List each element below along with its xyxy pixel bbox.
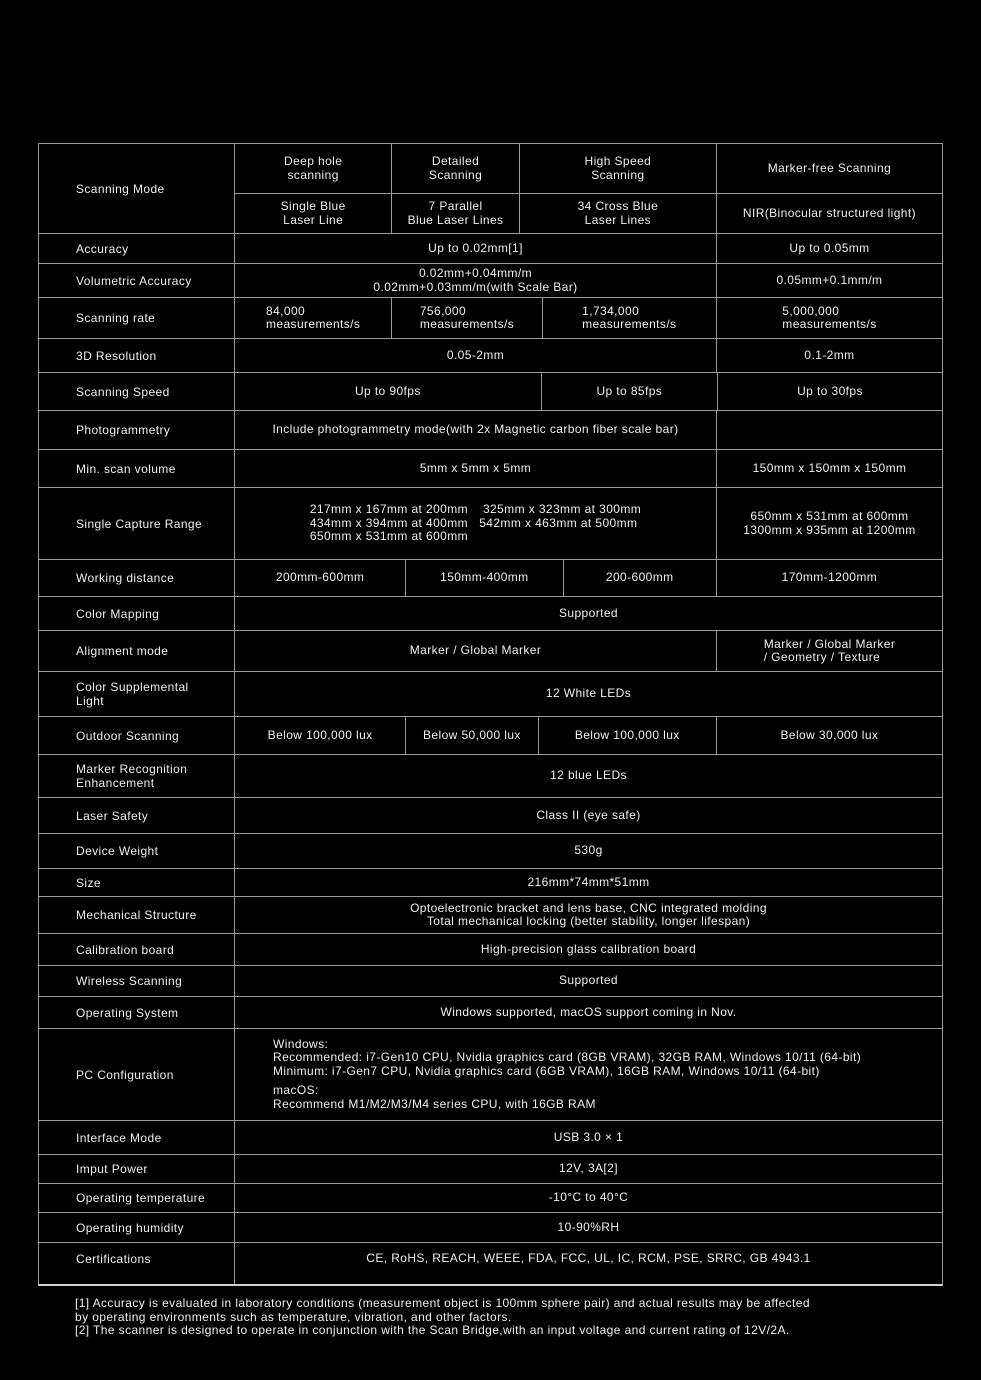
cell-text-line: macOS: xyxy=(273,1083,319,1098)
spec-cell xyxy=(716,560,942,596)
cell-text-line: 0.02mm+0.04mm/m xyxy=(418,266,532,280)
cell-text-line: Up to 85fps xyxy=(596,383,663,398)
cell-text-line: Class II (eye safe) xyxy=(536,807,641,822)
spec-cell xyxy=(542,298,716,338)
cell-text-block xyxy=(764,638,896,665)
spec-cell xyxy=(391,298,541,338)
spec-cell xyxy=(391,194,518,233)
cell-text-line: Operating System xyxy=(76,1005,179,1020)
spec-row-operating-humidity xyxy=(39,1212,942,1242)
row-label xyxy=(39,373,234,410)
row-label xyxy=(39,631,234,671)
spec-cell xyxy=(405,560,562,596)
cell-text-line: measurements/s xyxy=(266,317,361,331)
cell-text-line: Total mechanical locking (better stability, longer lifespan) xyxy=(426,914,751,928)
cell-text-line: Minimum: i7-Gen7 CPU, Nvidia graphics card (6GB VRAM), 16GB RAM, Windows 10/11 (64-bit) xyxy=(273,1063,820,1078)
cell-text-line: Outdoor Scanning xyxy=(76,728,180,743)
spec-row-color-mapping xyxy=(39,596,942,630)
spec-cell xyxy=(405,717,537,754)
spec-row-photogrammetry xyxy=(39,410,942,449)
row-label xyxy=(39,1184,234,1212)
spec-row-min-scan-volume xyxy=(39,449,942,487)
row-values xyxy=(234,1029,942,1120)
row-label xyxy=(39,897,234,933)
row-label xyxy=(39,144,234,233)
spec-row-working-distance xyxy=(39,559,942,596)
row-values xyxy=(234,1155,942,1183)
row-values xyxy=(234,298,942,338)
spec-cell xyxy=(235,798,942,833)
cell-text-block xyxy=(310,503,641,544)
cell-text-line: Below 30,000 lux xyxy=(780,727,879,742)
cell-text-line: Single Blue xyxy=(280,199,346,213)
mode-tech-subrow xyxy=(235,193,942,233)
spec-row-pc-configuration xyxy=(39,1028,942,1120)
cell-text-line: Blue Laser Lines xyxy=(407,212,504,227)
cell-text-block xyxy=(266,305,360,332)
cell-text-line: 200-600mm xyxy=(605,570,674,585)
spec-cell xyxy=(235,339,716,372)
cell-text-line: Marker / Global Marker xyxy=(763,636,896,651)
spec-row-device-weight xyxy=(39,833,942,868)
row-label xyxy=(39,869,234,896)
spec-row-color-supplemental-light xyxy=(39,671,942,716)
cell-text-line: 216mm*74mm*51mm xyxy=(527,874,650,889)
spec-row-scanning-speed xyxy=(39,372,942,410)
cell-text-line: Calibration board xyxy=(76,942,175,957)
cell-text-line: 1,734,000 xyxy=(582,303,640,318)
cell-text-line: Scanning xyxy=(591,167,645,182)
cell-text-line: Certifications xyxy=(76,1252,151,1266)
spec-cell xyxy=(716,234,942,263)
spec-cell xyxy=(235,144,391,193)
cell-text-line: Mechanical Structure xyxy=(76,908,197,922)
cell-text-line: USB 3.0 × 1 xyxy=(553,1129,624,1144)
spec-row-laser-safety xyxy=(39,797,942,833)
row-label xyxy=(39,597,234,630)
cell-text-line: 10-90%RH xyxy=(557,1219,620,1234)
spec-cell xyxy=(235,298,391,338)
spec-cell xyxy=(235,264,716,297)
row-label xyxy=(39,966,234,996)
spec-cell xyxy=(235,934,942,965)
row-values xyxy=(234,1213,942,1242)
cell-text-line: Color Supplemental xyxy=(76,680,189,694)
spec-cell xyxy=(235,631,716,671)
cell-text-line: Photogrammetry xyxy=(76,423,171,437)
spec-cell xyxy=(235,834,942,868)
cell-text-line: Windows supported, macOS support coming in Nov. xyxy=(440,1004,737,1019)
spec-cell xyxy=(391,144,518,193)
spec-cell xyxy=(716,631,942,671)
row-values xyxy=(234,450,942,487)
cell-text-line: -10°C to 40°C xyxy=(548,1190,629,1205)
row-label xyxy=(39,234,234,263)
cell-text-line: Optoelectronic bracket and lens base, CNC integrated molding xyxy=(410,900,767,915)
cell-text-line: Below 100,000 lux xyxy=(574,727,680,742)
cell-text-line: 5,000,000 xyxy=(782,303,840,318)
spec-cell xyxy=(235,373,541,410)
cell-text-line: Detailed xyxy=(431,154,480,168)
cell-text-line: Scanning Mode xyxy=(76,181,165,196)
cell-text-line: Imput Power xyxy=(76,1162,148,1176)
cell-text-line: Windows: xyxy=(273,1036,329,1051)
spec-row-interface-mode xyxy=(39,1120,942,1154)
row-label xyxy=(39,755,234,797)
cell-text-line: 0.02mm+0.03mm/m(with Scale Bar) xyxy=(373,279,578,294)
row-values xyxy=(234,1121,942,1154)
cell-text-line: 1300mm x 935mm at 1200mm xyxy=(743,522,916,537)
cell-text-block xyxy=(782,305,876,332)
row-label xyxy=(39,264,234,297)
row-values xyxy=(234,1243,942,1284)
spec-row-imput-power xyxy=(39,1154,942,1183)
row-values xyxy=(234,144,942,233)
cell-text-line: Scanning rate xyxy=(76,311,156,325)
spec-cell xyxy=(235,234,716,263)
cell-text-line: Enhancement xyxy=(76,776,155,790)
spec-cell xyxy=(716,450,942,487)
cell-text-block xyxy=(582,305,676,332)
cell-text-line: NIR(Binocular structured light) xyxy=(742,205,917,220)
cell-text-line: 170mm-1200mm xyxy=(781,570,878,585)
cell-text-line: 650mm x 531mm at 600mm xyxy=(309,529,469,544)
spec-cell xyxy=(235,560,405,596)
cell-text-line: / Geometry / Texture xyxy=(763,650,881,664)
spec-row-volumetric-accuracy xyxy=(39,263,942,297)
cell-text-block xyxy=(420,305,514,332)
cell-text-line: Single Capture Range xyxy=(76,516,203,531)
cell-paragraph xyxy=(273,1084,596,1111)
row-values xyxy=(234,834,942,868)
row-values xyxy=(234,717,942,754)
spec-cell xyxy=(716,298,942,338)
cell-text-line: 5mm x 5mm x 5mm xyxy=(419,460,532,475)
cell-text-line: Below 100,000 lux xyxy=(267,727,373,742)
cell-text-line: measurements/s xyxy=(582,317,677,331)
cell-text-line: 12 White LEDs xyxy=(545,686,632,701)
spec-cell xyxy=(235,1029,942,1120)
row-label xyxy=(39,450,234,487)
row-values xyxy=(234,966,942,996)
row-label xyxy=(39,717,234,754)
spec-row-scanning-rate xyxy=(39,297,942,338)
spec-cell xyxy=(235,194,391,233)
cell-text-line: Deep hole xyxy=(284,154,343,168)
cell-text-line: Working distance xyxy=(76,571,175,585)
row-values xyxy=(234,488,942,559)
cell-text-line: 7 Parallel xyxy=(428,199,483,213)
row-values xyxy=(234,755,942,797)
spec-row-marker-recognition-enhancement xyxy=(39,754,942,797)
spec-cell xyxy=(716,264,942,297)
cell-text-line: Laser Line xyxy=(283,212,344,227)
row-label xyxy=(39,834,234,868)
cell-text-line: 12V, 3A[2] xyxy=(559,1161,618,1176)
cell-text-line: Recommended: i7-Gen10 CPU, Nvidia graphics card (8GB VRAM), 32GB RAM, Windows 10/11 (64-bit) xyxy=(273,1050,862,1065)
row-label xyxy=(39,298,234,338)
cell-text-line: Interface Mode xyxy=(76,1130,162,1145)
spec-cell xyxy=(716,717,942,754)
row-label xyxy=(39,411,234,449)
spec-row-certifications xyxy=(39,1242,942,1284)
spec-row-scanning-mode xyxy=(39,144,942,233)
cell-text-line: 434mm x 394mm at 400mm 542mm x 463mm at 500mm xyxy=(309,515,638,530)
cell-text-line: measurements/s xyxy=(782,317,877,331)
row-label xyxy=(39,798,234,833)
spec-cell xyxy=(235,897,942,933)
spec-row-mechanical-structure xyxy=(39,896,942,933)
spec-row-accuracy xyxy=(39,233,942,263)
cell-text-line: High-precision glass calibration board xyxy=(480,941,697,956)
row-label xyxy=(39,339,234,372)
cell-text-line: 0.05-2mm xyxy=(446,347,505,362)
spec-cell xyxy=(716,339,942,372)
spec-row-operating-temperature xyxy=(39,1183,942,1212)
row-label xyxy=(39,1029,234,1120)
spec-cell xyxy=(235,997,942,1028)
row-values xyxy=(234,264,942,297)
cell-paragraph xyxy=(273,1038,861,1079)
row-values xyxy=(234,597,942,630)
row-values xyxy=(234,1184,942,1212)
row-values xyxy=(234,997,942,1028)
row-label xyxy=(39,1121,234,1154)
specification-table xyxy=(38,143,943,1286)
cell-text-line: Marker Recognition xyxy=(76,762,188,776)
cell-text-line: Size xyxy=(76,875,101,890)
cell-text-line: Min. scan volume xyxy=(76,461,176,476)
row-values xyxy=(234,631,942,671)
spec-cell xyxy=(717,373,942,410)
row-label xyxy=(39,1243,234,1284)
spec-cell xyxy=(235,1243,942,1284)
cell-text-line: measurements/s xyxy=(419,317,515,331)
spec-cell xyxy=(235,672,942,716)
row-label xyxy=(39,934,234,965)
cell-text-line: Supported xyxy=(559,973,618,988)
cell-text-line: Wireless Scanning xyxy=(76,974,183,988)
spec-row-size xyxy=(39,868,942,896)
spec-cell xyxy=(519,144,716,193)
cell-text-line: Below 50,000 lux xyxy=(423,727,521,742)
row-values xyxy=(234,934,942,965)
row-values xyxy=(234,373,942,410)
footnotes xyxy=(75,1297,945,1338)
spec-cell xyxy=(235,597,942,630)
spec-row-alignment-mode xyxy=(39,630,942,671)
cell-text-line: 217mm x 167mm at 200mm 325mm x 323mm at 300mm xyxy=(309,502,642,517)
spec-row-3d-resolution xyxy=(39,338,942,372)
cell-text-line: Include photogrammetry mode(with 2x Magnetic carbon fiber scale bar) xyxy=(272,422,679,437)
cell-text-line: 756,000 xyxy=(419,303,467,318)
row-values xyxy=(234,897,942,933)
spec-cell xyxy=(563,560,716,596)
cell-text-line: Up to 0.02mm[1] xyxy=(428,240,523,255)
row-label xyxy=(39,672,234,716)
spec-cell xyxy=(716,411,942,449)
spec-cell xyxy=(716,488,942,559)
spec-row-single-capture-range xyxy=(39,487,942,559)
spec-row-wireless-scanning xyxy=(39,965,942,996)
row-label xyxy=(39,1213,234,1242)
cell-text-line: 34 Cross Blue xyxy=(577,199,659,213)
spec-cell xyxy=(235,488,716,559)
cell-text-line: Scanning Speed xyxy=(76,384,170,399)
cell-text-line: 0.1-2mm xyxy=(804,347,855,362)
spec-cell xyxy=(235,450,716,487)
cell-text-line: Laser Safety xyxy=(76,808,149,823)
cell-text-line: Accuracy xyxy=(76,241,129,256)
spec-row-operating-system xyxy=(39,996,942,1028)
cell-text-line: 200mm-600mm xyxy=(275,570,365,585)
row-values xyxy=(234,339,942,372)
cell-text-line: 12 blue LEDs xyxy=(550,768,627,783)
cell-text-line: PC Configuration xyxy=(76,1067,174,1082)
row-values xyxy=(234,411,942,449)
cell-text-line: Operating humidity xyxy=(76,1220,184,1235)
cell-text-line: Light xyxy=(76,694,105,708)
row-label xyxy=(39,488,234,559)
cell-text-line: 650mm x 531mm at 600mm xyxy=(750,509,909,523)
cell-text-line: Device Weight xyxy=(76,844,159,858)
row-values xyxy=(234,234,942,263)
cell-text-line: 3D Resolution xyxy=(76,348,157,363)
cell-text-line: Up to 30fps xyxy=(797,383,863,398)
cell-text-line: Marker-free Scanning xyxy=(767,160,892,175)
row-label xyxy=(39,997,234,1028)
row-values xyxy=(234,672,942,716)
cell-text-line: 150mm x 150mm x 150mm xyxy=(752,460,907,475)
row-values xyxy=(234,560,942,596)
cell-text-line: 0.05mm+0.1mm/m xyxy=(776,272,883,287)
spec-row-outdoor-scanning xyxy=(39,716,942,754)
footnote-line: [1] Accuracy is evaluated in laboratory conditions (measurement object is 100mm sphere pair) and actual results may be affected xyxy=(75,1296,810,1310)
spec-cell xyxy=(235,1121,942,1154)
row-label xyxy=(39,1155,234,1183)
cell-text-line: scanning xyxy=(287,167,339,182)
spec-cell xyxy=(235,411,716,449)
spec-cell xyxy=(235,755,942,797)
spec-cell xyxy=(538,717,716,754)
mode-name-subrow xyxy=(235,144,942,193)
cell-text-line: Up to 0.05mm xyxy=(789,240,870,255)
row-label xyxy=(39,560,234,596)
cell-text-line: CE, RoHS, REACH, WEEE, FDA, FCC, UL, IC, RCM, PSE, SRRC, GB 4943.1 xyxy=(366,1251,811,1265)
cell-text-line: 150mm-400mm xyxy=(440,570,529,585)
spec-cell xyxy=(541,373,717,410)
spec-cell xyxy=(235,966,942,996)
cell-text-line: Color Mapping xyxy=(76,606,160,621)
spec-cell xyxy=(519,194,716,233)
spec-row-calibration-board xyxy=(39,933,942,965)
cell-text-line: High Speed xyxy=(584,154,652,168)
row-values xyxy=(234,798,942,833)
cell-text-line: Alignment mode xyxy=(76,644,169,658)
spec-cell xyxy=(235,717,405,754)
cell-text-line: Up to 90fps xyxy=(354,383,421,398)
spec-cell xyxy=(716,144,942,193)
cell-text-line: Laser Lines xyxy=(584,212,652,227)
row-values xyxy=(234,869,942,896)
cell-text-line: Marker / Global Marker xyxy=(409,643,542,658)
spec-cell xyxy=(716,194,942,233)
cell-text-line: Recommend M1/M2/M3/M4 series CPU, with 16GB RAM xyxy=(273,1096,596,1111)
cell-text-line: 84,000 xyxy=(266,303,306,318)
footnote-line: [2] The scanner is designed to operate in conjunction with the Scan Bridge,with an input voltage and current rating of 12V/2A. xyxy=(75,1323,790,1337)
cell-text-line: 530g xyxy=(574,843,603,858)
cell-text-line: Volumetric Accuracy xyxy=(76,273,192,288)
spec-cell xyxy=(235,1184,942,1212)
cell-text-line: Scanning xyxy=(428,167,483,182)
spec-cell xyxy=(235,869,942,896)
spec-cell xyxy=(235,1155,942,1183)
footnote-line: by operating environments such as temperature, vibration, and other factors. xyxy=(75,1309,512,1324)
cell-text-line: Operating temperature xyxy=(76,1191,206,1205)
spec-cell xyxy=(235,1213,942,1242)
cell-text-line: Supported xyxy=(559,605,618,620)
